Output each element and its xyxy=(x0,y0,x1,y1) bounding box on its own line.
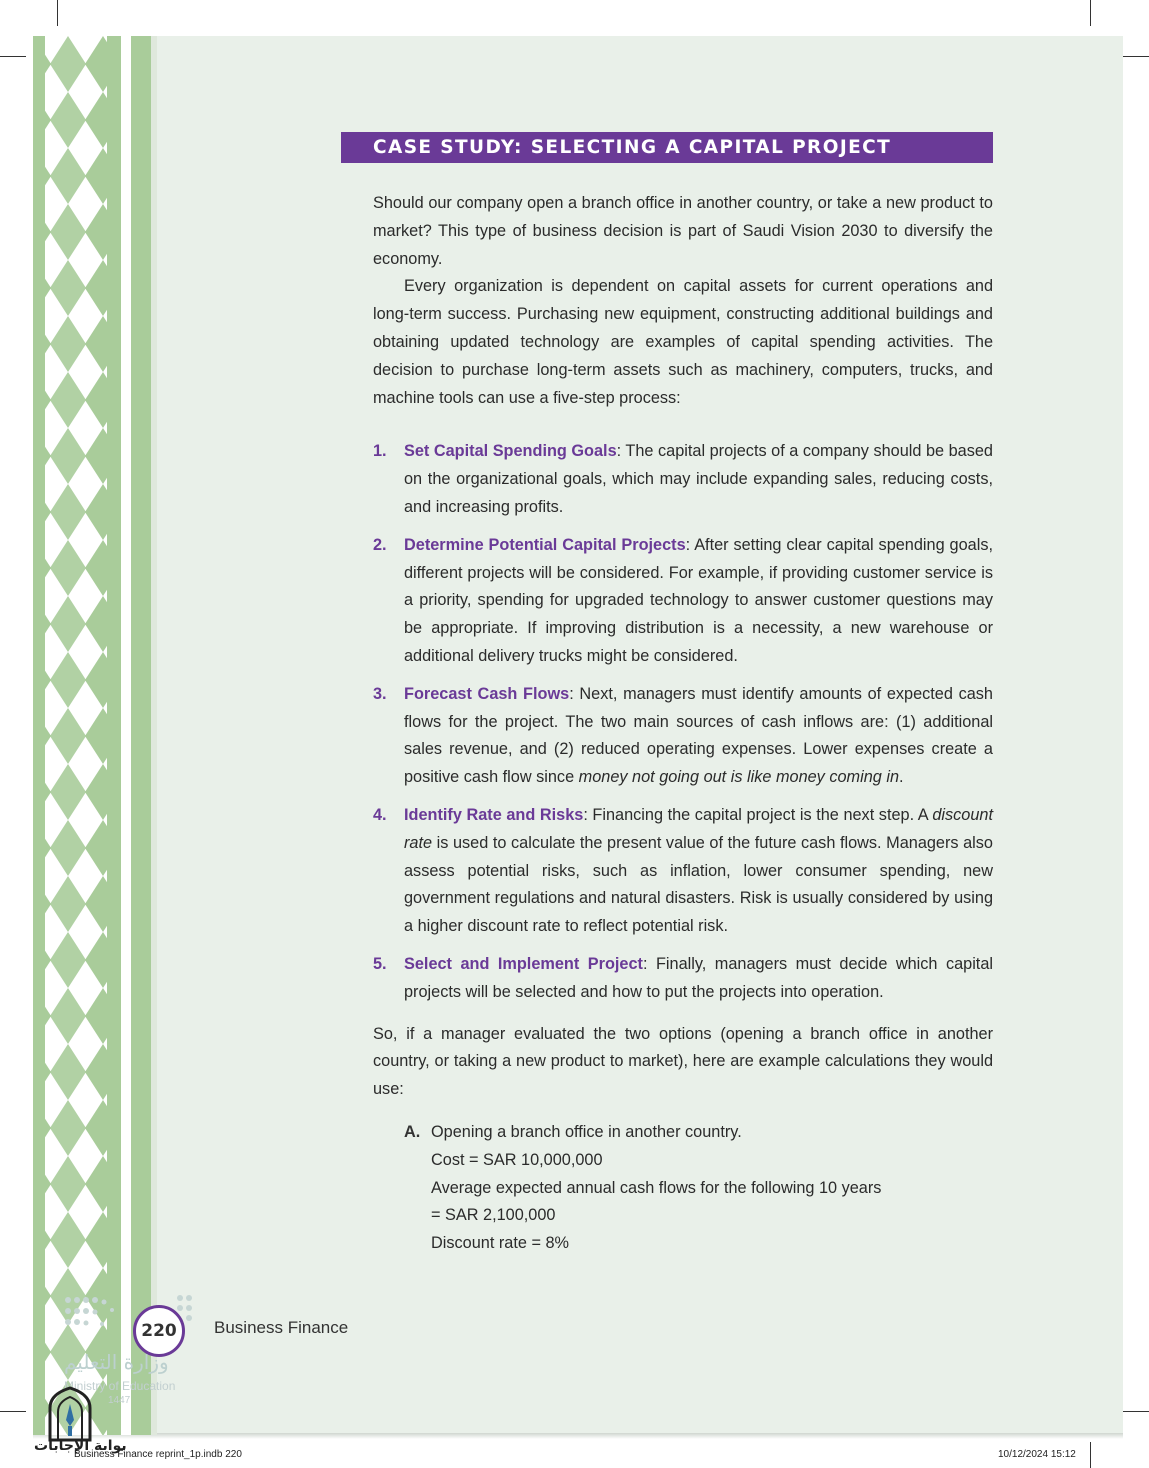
page-number: 220 xyxy=(133,1305,185,1357)
case-study-banner: CASE STUDY: SELECTING A CAPITAL PROJECT xyxy=(341,132,993,163)
list-item xyxy=(373,532,993,671)
ministry-name-english: Ministry of Education xyxy=(64,1379,176,1393)
ministry-year: 1447 xyxy=(108,1395,131,1406)
print-date: 10/12/2024 15:12 xyxy=(998,1449,1076,1460)
step-number: 1. xyxy=(373,442,387,461)
list-item xyxy=(373,951,993,1007)
example-line: Opening a branch office in another country. xyxy=(431,1122,742,1141)
watermark-text: بوابة الإجابات xyxy=(34,1438,127,1454)
example-letter: A. xyxy=(404,1122,421,1141)
example-a xyxy=(373,1119,993,1258)
decorative-border xyxy=(33,36,157,1435)
step-number: 2. xyxy=(373,535,387,554)
step-number: 4. xyxy=(373,805,387,824)
step-text: . xyxy=(899,768,904,787)
step-term: Identify Rate and Risks xyxy=(404,805,584,824)
step-text: : The capital projects of a company should be based on the organizational goals, which may include expanding sales, reducing costs, and increasing profits. xyxy=(404,442,993,516)
print-file-info: Business Finance reprint_1p.indb 220 xyxy=(74,1449,242,1460)
step-text: : After setting clear capital spending goals, different projects will be considered. For example, if providing customer service is a priority, spending for upgraded technology to answer customer questions may be appropriate. If improving distribution is a necessity, a new warehouse or additional delivery trucks might be considered. xyxy=(404,535,993,665)
crop-mark xyxy=(0,56,26,57)
step-text: : Financing the capital project is the next step. A xyxy=(583,805,933,824)
step-italic: money not going out is like money coming in xyxy=(578,768,900,787)
mosque-logo-icon xyxy=(46,1386,94,1442)
example-line: = SAR 2,100,000 xyxy=(431,1206,556,1225)
example-line: Cost = SAR 10,000,000 xyxy=(431,1150,603,1169)
list-item xyxy=(373,802,993,941)
crop-mark xyxy=(1123,56,1149,57)
step-term: Set Capital Spending Goals xyxy=(404,442,617,461)
step-text: : Next, managers must identify amounts of expected cash flows for the project. The two main sources of cash inflows are: (1) additional sales revenue, and (2) reduced operating expenses. Lower expenses create a positive cash flow since xyxy=(404,684,993,787)
book-title: Business Finance xyxy=(214,1318,349,1337)
main-content xyxy=(373,190,993,1258)
example-line: Discount rate = 8% xyxy=(431,1234,570,1253)
step-number: 3. xyxy=(373,684,387,703)
intro-paragraph-2: Every organization is dependent on capital assets for current operations and long-term success. Purchasing new equipment, constructing additional buildings and obtaining updated technology are examples of capital spending activities. The decision to purchase long-term assets such as machinery, computers, trucks, and machine tools can use a five-step process: xyxy=(373,277,993,407)
crop-mark xyxy=(1090,1442,1091,1468)
step-term: Forecast Cash Flows xyxy=(404,684,570,703)
list-item xyxy=(373,681,993,792)
crop-mark xyxy=(1123,1411,1149,1412)
step-number: 5. xyxy=(373,954,387,973)
ministry-name-arabic: وزارة التعليم xyxy=(64,1350,169,1374)
list-item xyxy=(373,438,993,521)
five-step-list xyxy=(373,438,993,1006)
step-term: Select and Implement Project xyxy=(404,954,643,973)
step-italic: discount rate xyxy=(404,805,993,852)
crop-mark xyxy=(57,0,58,26)
example-line: Average expected annual cash flows for the following 10 years xyxy=(431,1178,882,1197)
step-text: is used to calculate the present value of the future cash flows. Managers also assess potential risks, such as inflation, lower consumer spending, new government regulations and natural disasters. Risk is usually considered by using a higher discount rate to reflect potential risk. xyxy=(404,833,993,936)
page-shadow xyxy=(33,1433,1123,1439)
evaluation-paragraph: So, if a manager evaluated the two options (opening a branch office in another country, or taking a new product to market), here are example calculations they would use: xyxy=(373,1024,993,1099)
step-text: : Finally, managers must decide which capital projects will be selected and how to put the projects into operation. xyxy=(404,954,994,1001)
crop-mark xyxy=(1090,0,1091,26)
step-term: Determine Potential Capital Projects xyxy=(404,535,686,554)
intro-paragraph-1: Should our company open a branch office in another country, or take a new product to market? This type of business decision is part of Saudi Vision 2030 to diversify the economy. xyxy=(373,194,993,268)
crop-mark xyxy=(0,1411,26,1412)
